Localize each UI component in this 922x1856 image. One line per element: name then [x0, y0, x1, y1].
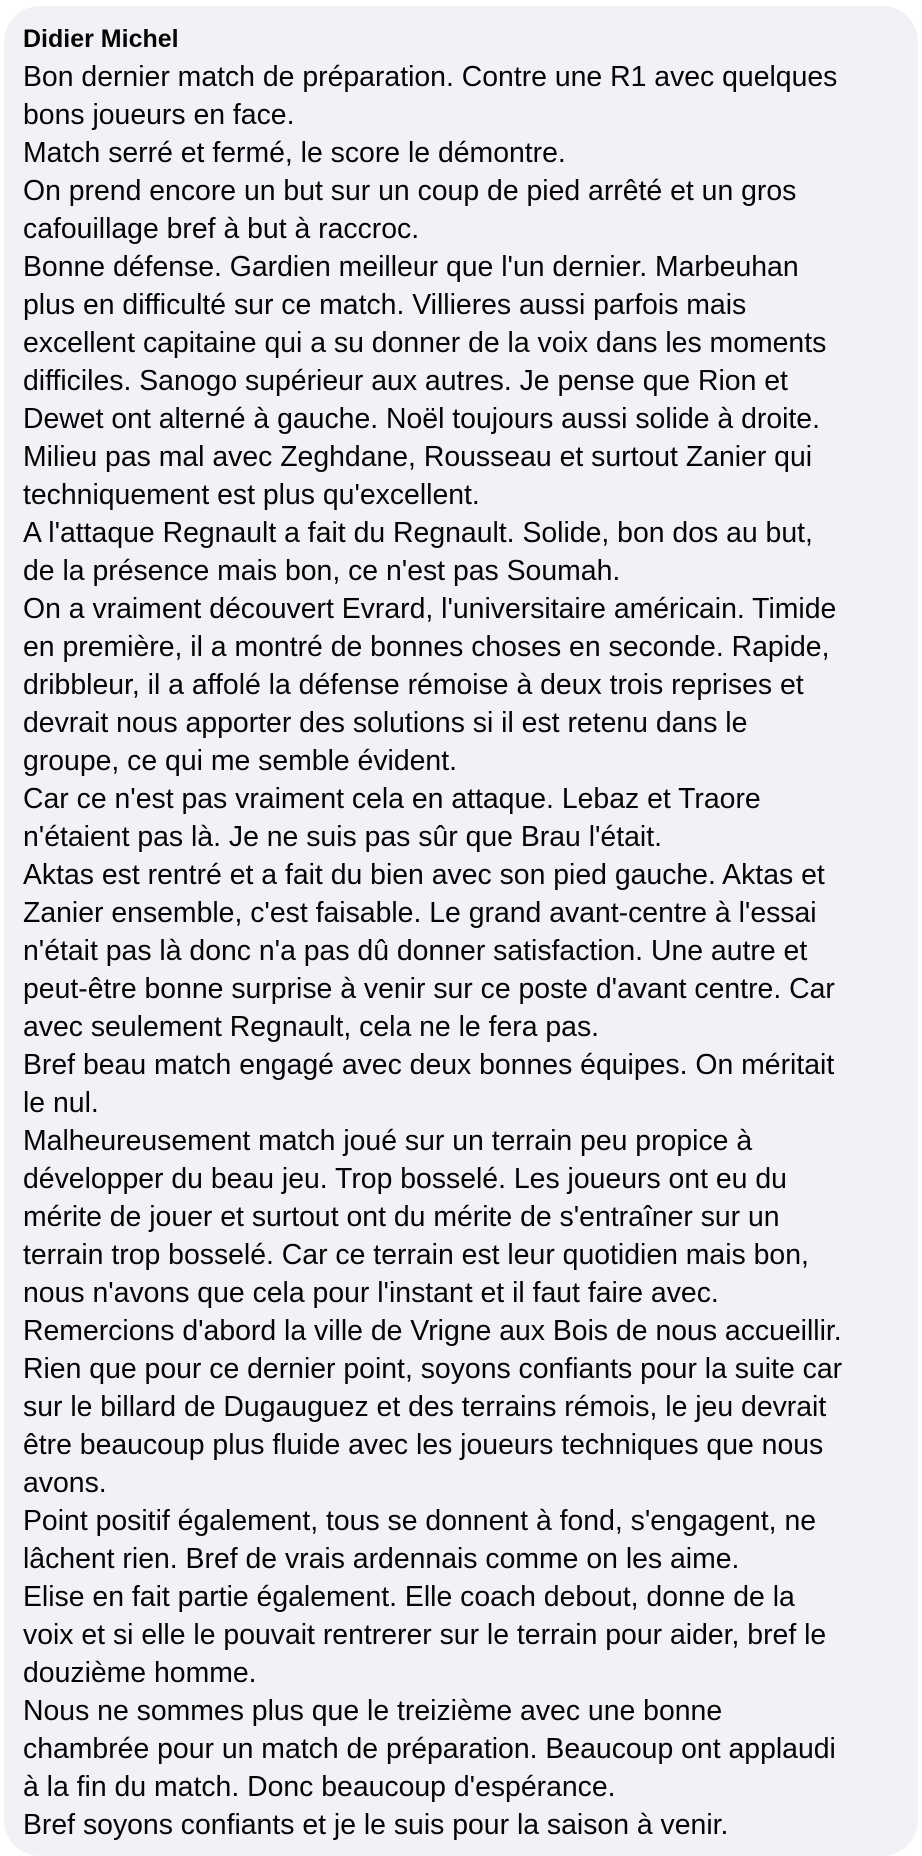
comment-line: plus en difficulté sur ce match. Villieres aussi parfois mais — [23, 289, 747, 321]
comment-line: Match serré et fermé, le score le démontre. — [23, 137, 566, 169]
comment-line: n'étaient pas là. Je ne suis pas sûr que Brau l'était. — [23, 821, 662, 853]
comment-line: à la fin du match. Donc beaucoup d'espérance. — [23, 1771, 616, 1803]
comment-line: avec seulement Regnault, cela ne le fera pas. — [23, 1011, 600, 1043]
comment-line: groupe, ce qui me semble évident. — [23, 745, 457, 777]
comment-line: Nous ne sommes plus que le treizième avec une bonne — [23, 1695, 723, 1727]
comment-line: sur le billard de Dugauguez et des terrains rémois, le jeu devrait — [23, 1391, 827, 1423]
comment-line: On prend encore un but sur un coup de pied arrêté et un gros — [23, 175, 797, 207]
comment-line: bons joueurs en face. — [23, 99, 295, 131]
comment-author-name[interactable]: Didier Michel — [23, 25, 179, 53]
comment-line: chambrée pour un match de préparation. Beaucoup ont applaudi — [23, 1733, 836, 1765]
comment-line: Milieu pas mal avec Zeghdane, Rousseau et surtout Zanier qui — [23, 441, 813, 473]
comment-line: lâchent rien. Bref de vrais ardennais comme on les aime. — [23, 1543, 740, 1575]
comment-line: Malheureusement match joué sur un terrain peu propice à — [23, 1125, 753, 1157]
comment-line: le nul. — [23, 1087, 99, 1119]
comment-line: devrait nous apporter des solutions si il est retenu dans le — [23, 707, 748, 739]
comment-line: Bref beau match engagé avec deux bonnes équipes. On méritait — [23, 1049, 835, 1081]
comment-line: Car ce n'est pas vraiment cela en attaque. Lebaz et Traore — [23, 783, 761, 815]
comment-line: excellent capitaine qui a su donner de la voix dans les moments — [23, 327, 827, 359]
comment-line: Elise en fait partie également. Elle coach debout, donne de la — [23, 1581, 795, 1613]
comment-line: de la présence mais bon, ce n'est pas Soumah. — [23, 555, 621, 587]
comment-line: Zanier ensemble, c'est faisable. Le grand avant-centre à l'essai — [23, 897, 817, 929]
comment-line: A l'attaque Regnault a fait du Regnault. Solide, bon dos au but, — [23, 517, 813, 549]
comment-line: avons. — [23, 1467, 107, 1499]
comment-line: être beaucoup plus fluide avec les joueurs techniques que nous — [23, 1429, 824, 1461]
comment-line: Bonne défense. Gardien meilleur que l'un dernier. Marbeuhan — [23, 251, 799, 283]
comment-line: en première, il a montré de bonnes choses en seconde. Rapide, — [23, 631, 830, 663]
comment-line: mérite de jouer et surtout ont du mérite de s'entraîner sur un — [23, 1201, 780, 1233]
comment-line: terrain trop bosselé. Car ce terrain est leur quotidien mais bon, — [23, 1239, 809, 1271]
comment-line: Rien que pour ce dernier point, soyons confiants pour la suite car — [23, 1353, 843, 1385]
comment-line: Bref soyons confiants et je le suis pour la saison à venir. — [23, 1809, 729, 1841]
comment-line: nous n'avons que cela pour l'instant et il faut faire avec. — [23, 1277, 719, 1309]
comment-line: dribbleur, il a affolé la défense rémoise à deux trois reprises et — [23, 669, 804, 701]
comment-line: Point positif également, tous se donnent à fond, s'engagent, ne — [23, 1505, 817, 1537]
comment-line: Remercions d'abord la ville de Vrigne aux Bois de nous accueillir. — [23, 1315, 842, 1347]
comment-body — [23, 58, 908, 1844]
comment-line: techniquement est plus qu'excellent. — [23, 479, 480, 511]
comment-line: peut-être bonne surprise à venir sur ce poste d'avant centre. Car — [23, 973, 835, 1005]
comment-line: difficiles. Sanogo supérieur aux autres. Je pense que Rion et — [23, 365, 788, 397]
comment-line: cafouillage bref à but à raccroc. — [23, 213, 420, 245]
comment-line: douzième homme. — [23, 1657, 257, 1689]
comment-line: Dewet ont alterné à gauche. Noël toujours aussi solide à droite. — [23, 403, 820, 435]
comment-line: voix et si elle le pouvait rentrerer sur le terrain pour aider, bref le — [23, 1619, 827, 1651]
comment-bubble — [4, 6, 918, 1856]
comment-line: Aktas est rentré et a fait du bien avec son pied gauche. Aktas et — [23, 859, 825, 891]
comment-line: n'était pas là donc n'a pas dû donner satisfaction. Une autre et — [23, 935, 808, 967]
comment-line: Bon dernier match de préparation. Contre une R1 avec quelques — [23, 61, 838, 93]
comment-line: développer du beau jeu. Trop bosselé. Les joueurs ont eu du — [23, 1163, 787, 1195]
comment-line: On a vraiment découvert Evrard, l'universitaire américain. Timide — [23, 593, 837, 625]
